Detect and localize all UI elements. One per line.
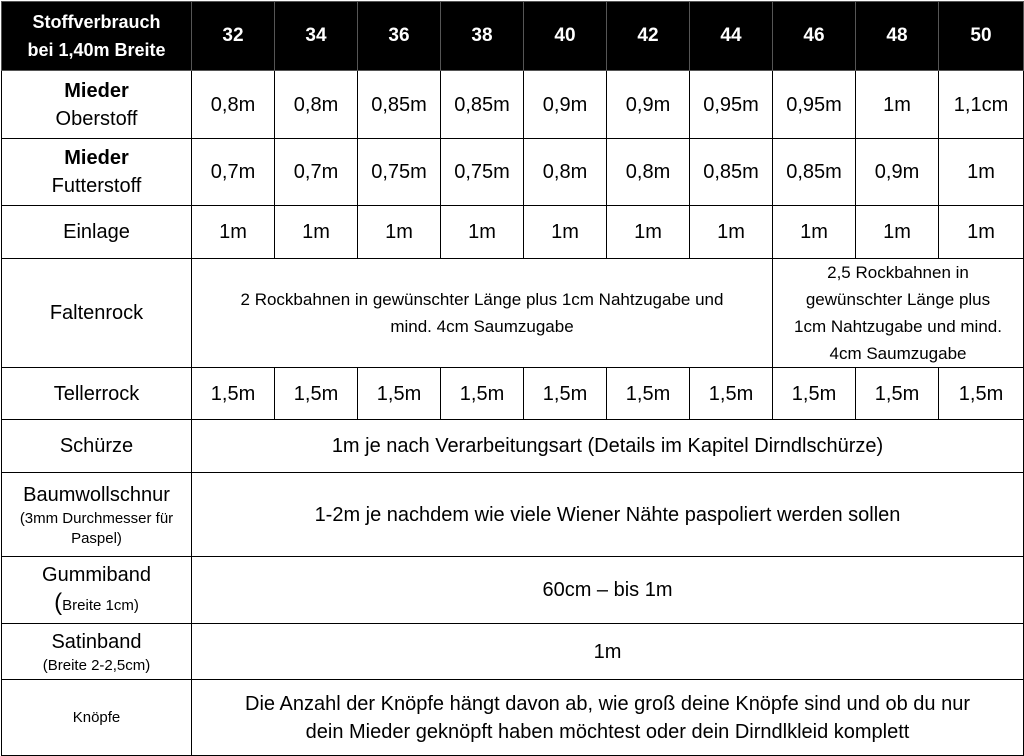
row-label	[2, 473, 192, 557]
size-header: 46	[773, 2, 856, 71]
value-cell: 0,75m	[358, 139, 441, 206]
value-cell: 0,85m	[773, 139, 856, 206]
table-row	[2, 624, 1024, 680]
value-cell: 1m	[358, 206, 441, 259]
value-cell: 0,9m	[524, 71, 607, 139]
knoepfe-line1: Die Anzahl der Knöpfe hängt davon ab, wie groß deine Knöpfe sind und ob du nur	[245, 692, 970, 715]
value-cell: 1m	[192, 206, 275, 259]
value-cell: 1m	[939, 206, 1024, 259]
table-row	[2, 557, 1024, 624]
value-cell: 1,5m	[441, 368, 524, 420]
value-cell: 1m	[690, 206, 773, 259]
value-cell: 0,85m	[358, 71, 441, 139]
value-cell: 1m	[856, 206, 939, 259]
row-label-main: Gummiband	[42, 563, 151, 586]
knoepfe-text	[192, 680, 1024, 756]
header-corner-line2: bei 1,40m Breite	[27, 40, 166, 60]
schuerze-text: 1m je nach Verarbeitungsart (Details im Kapitel Dirndlschürze)	[192, 420, 1024, 473]
row-label-bold: Mieder	[64, 147, 129, 169]
row-label-main: Baumwollschnur	[23, 483, 170, 506]
value-cell: 0,9m	[856, 139, 939, 206]
value-cell: 1m	[441, 206, 524, 259]
value-cell: 0,8m	[192, 71, 275, 139]
row-label	[2, 71, 192, 139]
table-row	[2, 139, 1024, 206]
row-label-sub: Futterstoff	[51, 175, 142, 197]
size-header: 48	[856, 2, 939, 71]
value-cell: 0,95m	[690, 71, 773, 139]
row-label-note: Breite 1cm)	[62, 596, 139, 614]
faltenrock-large-line2: gewünschter Länge plus	[805, 290, 991, 309]
satinband-text: 1m	[192, 624, 1024, 680]
table-row	[2, 206, 1024, 259]
row-label	[2, 557, 192, 624]
value-cell: 1,5m	[192, 368, 275, 420]
table-row	[2, 71, 1024, 139]
value-cell: 1,5m	[939, 368, 1024, 420]
row-label	[2, 624, 192, 680]
value-cell: 1,5m	[690, 368, 773, 420]
size-header: 40	[524, 2, 607, 71]
faltenrock-large-line1: 2,5 Rockbahnen in	[827, 263, 969, 282]
fabric-consumption-table	[1, 1, 1024, 756]
size-header: 32	[192, 2, 275, 71]
value-cell: 1m	[275, 206, 358, 259]
table-row	[2, 368, 1024, 420]
knoepfe-line2: dein Mieder geknöpft haben möchtest oder dein Dirndlkleid komplett	[305, 720, 910, 743]
faltenrock-large-line4: 4cm Saumzugabe	[829, 344, 967, 363]
value-cell: 1m	[773, 206, 856, 259]
value-cell: 0,7m	[275, 139, 358, 206]
row-label-note: (3mm Durchmesser für Paspel)	[19, 509, 174, 547]
row-label-sub: Oberstoff	[55, 107, 138, 130]
value-cell: 0,75m	[441, 139, 524, 206]
value-cell: 1,5m	[358, 368, 441, 420]
faltenrock-text-large	[773, 259, 1024, 368]
size-header: 38	[441, 2, 524, 71]
size-header: 50	[939, 2, 1024, 71]
paren: (	[54, 588, 63, 616]
value-cell: 1,5m	[773, 368, 856, 420]
value-cell: 1,5m	[856, 368, 939, 420]
size-header: 42	[607, 2, 690, 71]
value-cell: 0,85m	[441, 71, 524, 139]
value-cell: 1m	[607, 206, 690, 259]
value-cell: 1,5m	[607, 368, 690, 420]
value-cell: 1m	[939, 139, 1024, 206]
row-label	[2, 139, 192, 206]
value-cell: 0,8m	[607, 139, 690, 206]
table-row	[2, 420, 1024, 473]
value-cell: 0,9m	[607, 71, 690, 139]
row-label: Tellerrock	[2, 368, 192, 420]
value-cell: 1,5m	[524, 368, 607, 420]
size-header: 36	[358, 2, 441, 71]
gummiband-text: 60cm – bis 1m	[192, 557, 1024, 624]
value-cell: 0,8m	[275, 71, 358, 139]
header-row	[2, 2, 1024, 71]
value-cell: 1,5m	[275, 368, 358, 420]
value-cell: 0,85m	[690, 139, 773, 206]
faltenrock-main-line1: 2 Rockbahnen in gewünschter Länge plus 1cm Nahtzugabe und	[240, 290, 724, 309]
row-label-main: Satinband	[51, 630, 142, 653]
baumwollschnur-text: 1-2m je nachdem wie viele Wiener Nähte paspoliert werden sollen	[192, 473, 1024, 557]
header-corner-line1: Stoffverbrauch	[32, 12, 161, 32]
row-label: Knöpfe	[2, 680, 192, 756]
row-label: Faltenrock	[2, 259, 192, 368]
table-row	[2, 680, 1024, 756]
row-label: Einlage	[2, 206, 192, 259]
faltenrock-large-line3: 1cm Nahtzugabe und mind.	[794, 317, 1002, 336]
value-cell: 0,8m	[524, 139, 607, 206]
row-label-bold: Mieder	[64, 79, 129, 102]
value-cell: 1m	[524, 206, 607, 259]
faltenrock-text-main	[192, 259, 773, 368]
size-header: 44	[690, 2, 773, 71]
row-label: Schürze	[2, 420, 192, 473]
value-cell: 1m	[856, 71, 939, 139]
value-cell: 0,7m	[192, 139, 275, 206]
row-label-note: (Breite 2-2,5cm)	[42, 656, 151, 674]
value-cell: 1,1cm	[939, 71, 1024, 139]
size-header: 34	[275, 2, 358, 71]
table-row	[2, 259, 1024, 368]
table-row	[2, 473, 1024, 557]
header-corner	[2, 2, 192, 71]
faltenrock-main-line2: mind. 4cm Saumzugabe	[390, 317, 574, 336]
value-cell: 0,95m	[773, 71, 856, 139]
